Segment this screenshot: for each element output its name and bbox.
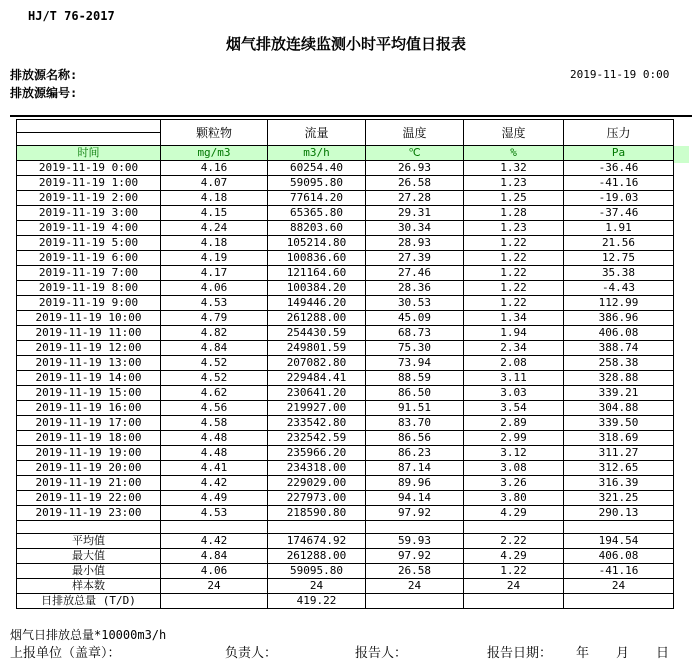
row-value: 1.22 xyxy=(464,236,564,251)
summary-value: -41.16 xyxy=(564,564,674,579)
row-value: 4.06 xyxy=(161,281,268,296)
summary-value: 24 xyxy=(268,579,366,594)
row-value: 100384.20 xyxy=(268,281,366,296)
table-row xyxy=(17,311,674,326)
summary-value: 194.54 xyxy=(564,534,674,549)
row-value: 4.48 xyxy=(161,446,268,461)
row-value: 386.96 xyxy=(564,311,674,326)
table-row xyxy=(17,371,674,386)
row-value: 73.94 xyxy=(366,356,464,371)
summary-value: 24 xyxy=(564,579,674,594)
row-value: 219927.00 xyxy=(268,401,366,416)
row-value: 4.48 xyxy=(161,431,268,446)
row-value: 229029.00 xyxy=(268,476,366,491)
row-value: 4.16 xyxy=(161,161,268,176)
row-time: 2019-11-19 6:00 xyxy=(17,251,161,266)
summary-value xyxy=(464,594,564,609)
row-value: 27.46 xyxy=(366,266,464,281)
row-value: 75.30 xyxy=(366,341,464,356)
row-value: 234318.00 xyxy=(268,461,366,476)
row-value: 207082.80 xyxy=(268,356,366,371)
row-time: 2019-11-19 7:00 xyxy=(17,266,161,281)
summary-row xyxy=(17,564,674,579)
row-value: 28.36 xyxy=(366,281,464,296)
blank-cell xyxy=(464,521,564,534)
row-value: 2.34 xyxy=(464,341,564,356)
row-value: 88.59 xyxy=(366,371,464,386)
blank-spacer-row xyxy=(17,521,674,534)
row-value: -4.43 xyxy=(564,281,674,296)
blank-cell xyxy=(161,521,268,534)
row-value: 12.75 xyxy=(564,251,674,266)
summary-label: 样本数 xyxy=(17,579,161,594)
row-value: 26.93 xyxy=(366,161,464,176)
reporter-label: 报告人： xyxy=(355,646,408,661)
blank-cell xyxy=(564,521,674,534)
table-row xyxy=(17,386,674,401)
row-value: 1.23 xyxy=(464,176,564,191)
summary-label: 最大值 xyxy=(17,549,161,564)
row-value: 316.39 xyxy=(564,476,674,491)
row-value: 4.62 xyxy=(161,386,268,401)
row-value: 249801.59 xyxy=(268,341,366,356)
row-value: 3.54 xyxy=(464,401,564,416)
summary-value: 24 xyxy=(161,579,268,594)
unit-humidity: % xyxy=(464,146,564,161)
row-value: 100836.60 xyxy=(268,251,366,266)
row-value: 1.22 xyxy=(464,251,564,266)
row-value: 235966.20 xyxy=(268,446,366,461)
row-value: 4.29 xyxy=(464,506,564,521)
row-value: 254430.59 xyxy=(268,326,366,341)
row-value: 112.99 xyxy=(564,296,674,311)
row-value: 3.26 xyxy=(464,476,564,491)
row-value: 4.18 xyxy=(161,191,268,206)
row-value: 27.28 xyxy=(366,191,464,206)
year-label: 年 xyxy=(576,646,590,661)
row-value: 27.39 xyxy=(366,251,464,266)
row-value: 3.11 xyxy=(464,371,564,386)
row-value: 3.80 xyxy=(464,491,564,506)
responsible-label: 负责人： xyxy=(225,646,278,661)
summary-row xyxy=(17,579,674,594)
row-time: 2019-11-19 12:00 xyxy=(17,341,161,356)
row-value: 91.51 xyxy=(366,401,464,416)
row-value: 4.41 xyxy=(161,461,268,476)
unit-temperature: ℃ xyxy=(366,146,464,161)
table-row xyxy=(17,296,674,311)
row-value: 406.08 xyxy=(564,326,674,341)
row-value: 311.27 xyxy=(564,446,674,461)
row-value: 304.88 xyxy=(564,401,674,416)
row-time: 2019-11-19 17:00 xyxy=(17,416,161,431)
summary-value xyxy=(366,594,464,609)
row-value: 60254.40 xyxy=(268,161,366,176)
row-time: 2019-11-19 22:00 xyxy=(17,491,161,506)
unit-particulate: mg/m3 xyxy=(161,146,268,161)
table-row xyxy=(17,446,674,461)
row-value: 321.25 xyxy=(564,491,674,506)
row-time: 2019-11-19 4:00 xyxy=(17,221,161,236)
table-row xyxy=(17,431,674,446)
row-value: 290.13 xyxy=(564,506,674,521)
day-label: 日 xyxy=(656,646,670,661)
summary-value: 24 xyxy=(366,579,464,594)
row-value: 59095.80 xyxy=(268,176,366,191)
report-table xyxy=(16,119,674,609)
col-header-temperature: 温度 xyxy=(366,120,464,146)
summary-value: 26.58 xyxy=(366,564,464,579)
row-value: 312.65 xyxy=(564,461,674,476)
summary-value: 4.42 xyxy=(161,534,268,549)
table-row xyxy=(17,176,674,191)
row-value: 4.53 xyxy=(161,506,268,521)
row-time: 2019-11-19 15:00 xyxy=(17,386,161,401)
row-value: -36.46 xyxy=(564,161,674,176)
summary-value: 261288.00 xyxy=(268,549,366,564)
row-time: 2019-11-19 11:00 xyxy=(17,326,161,341)
table-row xyxy=(17,251,674,266)
summary-label: 日排放总量 (T/D) xyxy=(17,594,161,609)
row-value: 233542.80 xyxy=(268,416,366,431)
table-row xyxy=(17,221,674,236)
table-row xyxy=(17,341,674,356)
green-row-overhang xyxy=(674,146,689,163)
summary-value: 97.92 xyxy=(366,549,464,564)
col-header-particulate: 颗粒物 xyxy=(161,120,268,146)
row-value: 4.49 xyxy=(161,491,268,506)
row-value: 28.93 xyxy=(366,236,464,251)
row-value: 339.50 xyxy=(564,416,674,431)
row-time: 2019-11-19 20:00 xyxy=(17,461,161,476)
table-row xyxy=(17,401,674,416)
doc-code: HJ/T 76-2017 xyxy=(28,9,115,23)
summary-value: 24 xyxy=(464,579,564,594)
footer-note: 烟气日排放总量*10000m3/h xyxy=(10,628,167,642)
row-time: 2019-11-19 9:00 xyxy=(17,296,161,311)
row-value: 83.70 xyxy=(366,416,464,431)
row-value: -19.03 xyxy=(564,191,674,206)
row-value: 121164.60 xyxy=(268,266,366,281)
row-time: 2019-11-19 19:00 xyxy=(17,446,161,461)
summary-value: 2.22 xyxy=(464,534,564,549)
row-value: 4.84 xyxy=(161,341,268,356)
report-unit-label: 上报单位（盖章）： xyxy=(10,646,121,661)
summary-value: 419.22 xyxy=(268,594,366,609)
unit-row xyxy=(17,146,674,161)
summary-row xyxy=(17,549,674,564)
row-value: 3.08 xyxy=(464,461,564,476)
row-value: 4.56 xyxy=(161,401,268,416)
row-value: 1.28 xyxy=(464,206,564,221)
row-value: 1.94 xyxy=(464,326,564,341)
table-row xyxy=(17,191,674,206)
row-value: 94.14 xyxy=(366,491,464,506)
summary-value: 174674.92 xyxy=(268,534,366,549)
row-value: 4.42 xyxy=(161,476,268,491)
row-value: 1.23 xyxy=(464,221,564,236)
table-body xyxy=(17,120,674,609)
top-rule xyxy=(10,115,692,117)
col-header-humidity: 湿度 xyxy=(464,120,564,146)
blank-cell xyxy=(268,521,366,534)
row-value: 3.12 xyxy=(464,446,564,461)
row-value: 1.25 xyxy=(464,191,564,206)
row-value: 77614.20 xyxy=(268,191,366,206)
row-value: 4.52 xyxy=(161,371,268,386)
row-value: 4.82 xyxy=(161,326,268,341)
row-value: 30.53 xyxy=(366,296,464,311)
summary-value: 4.29 xyxy=(464,549,564,564)
row-value: 1.91 xyxy=(564,221,674,236)
row-value: 4.79 xyxy=(161,311,268,326)
row-value: 3.03 xyxy=(464,386,564,401)
row-time: 2019-11-19 18:00 xyxy=(17,431,161,446)
summary-label: 最小值 xyxy=(17,564,161,579)
row-value: 227973.00 xyxy=(268,491,366,506)
row-value: 87.14 xyxy=(366,461,464,476)
table-row xyxy=(17,161,674,176)
table-row xyxy=(17,491,674,506)
table-row xyxy=(17,506,674,521)
row-value: 1.22 xyxy=(464,281,564,296)
blank-cell xyxy=(17,521,161,534)
report-date-label: 报告日期： xyxy=(487,646,553,661)
row-value: 4.53 xyxy=(161,296,268,311)
row-value: 65365.80 xyxy=(268,206,366,221)
row-value: 45.09 xyxy=(366,311,464,326)
unit-pressure: Pa xyxy=(564,146,674,161)
row-time: 2019-11-19 1:00 xyxy=(17,176,161,191)
row-value: 105214.80 xyxy=(268,236,366,251)
row-time: 2019-11-19 21:00 xyxy=(17,476,161,491)
summary-value: 1.22 xyxy=(464,564,564,579)
row-value: 26.58 xyxy=(366,176,464,191)
row-value: 388.74 xyxy=(564,341,674,356)
row-value: 218590.80 xyxy=(268,506,366,521)
row-value: 328.88 xyxy=(564,371,674,386)
row-time: 2019-11-19 13:00 xyxy=(17,356,161,371)
row-value: 86.23 xyxy=(366,446,464,461)
header-row-top xyxy=(17,120,674,133)
row-value: 261288.00 xyxy=(268,311,366,326)
row-value: 149446.20 xyxy=(268,296,366,311)
row-time: 2019-11-19 14:00 xyxy=(17,371,161,386)
row-value: 86.56 xyxy=(366,431,464,446)
row-value: 2.99 xyxy=(464,431,564,446)
summary-value xyxy=(161,594,268,609)
col-header-pressure: 压力 xyxy=(564,120,674,146)
table-row xyxy=(17,356,674,371)
row-value: 4.52 xyxy=(161,356,268,371)
row-value: 21.56 xyxy=(564,236,674,251)
table-row xyxy=(17,236,674,251)
summary-value: 4.06 xyxy=(161,564,268,579)
time-column-label: 时间 xyxy=(17,146,161,161)
row-value: 4.17 xyxy=(161,266,268,281)
table-row xyxy=(17,281,674,296)
row-time: 2019-11-19 10:00 xyxy=(17,311,161,326)
unit-flow: m3/h xyxy=(268,146,366,161)
summary-value: 4.84 xyxy=(161,549,268,564)
table-row xyxy=(17,326,674,341)
row-value: 229484.41 xyxy=(268,371,366,386)
summary-value: 59095.80 xyxy=(268,564,366,579)
row-time: 2019-11-19 2:00 xyxy=(17,191,161,206)
summary-value xyxy=(564,594,674,609)
row-value: 1.22 xyxy=(464,266,564,281)
row-value: 68.73 xyxy=(366,326,464,341)
row-time: 2019-11-19 3:00 xyxy=(17,206,161,221)
row-value: 35.38 xyxy=(564,266,674,281)
row-value: 318.69 xyxy=(564,431,674,446)
row-value: 2.89 xyxy=(464,416,564,431)
table-row xyxy=(17,416,674,431)
report-datetime: 2019-11-19 0:00 xyxy=(570,68,670,81)
source-name-label: 排放源名称: xyxy=(10,68,78,82)
summary-value: 406.08 xyxy=(564,549,674,564)
row-time: 2019-11-19 16:00 xyxy=(17,401,161,416)
row-time: 2019-11-19 5:00 xyxy=(17,236,161,251)
row-value: 4.07 xyxy=(161,176,268,191)
summary-value: 59.93 xyxy=(366,534,464,549)
summary-row xyxy=(17,534,674,549)
row-value: 232542.59 xyxy=(268,431,366,446)
row-value: 1.32 xyxy=(464,161,564,176)
summary-row xyxy=(17,594,674,609)
row-value: 86.50 xyxy=(366,386,464,401)
table-row xyxy=(17,461,674,476)
row-value: 30.34 xyxy=(366,221,464,236)
page-title: 烟气排放连续监测小时平均值日报表 xyxy=(225,35,466,53)
month-label: 月 xyxy=(616,646,630,661)
header-empty-cell xyxy=(17,133,161,146)
header-empty-cell xyxy=(17,120,161,133)
table-row xyxy=(17,476,674,491)
row-time: 2019-11-19 0:00 xyxy=(17,161,161,176)
row-value: 1.34 xyxy=(464,311,564,326)
row-value: -41.16 xyxy=(564,176,674,191)
row-value: 89.96 xyxy=(366,476,464,491)
row-time: 2019-11-19 8:00 xyxy=(17,281,161,296)
row-value: 258.38 xyxy=(564,356,674,371)
row-time: 2019-11-19 23:00 xyxy=(17,506,161,521)
row-value: 339.21 xyxy=(564,386,674,401)
blank-cell xyxy=(366,521,464,534)
row-value: 4.58 xyxy=(161,416,268,431)
row-value: 2.08 xyxy=(464,356,564,371)
row-value: 4.18 xyxy=(161,236,268,251)
row-value: 88203.60 xyxy=(268,221,366,236)
table-row xyxy=(17,266,674,281)
row-value: 4.15 xyxy=(161,206,268,221)
row-value: -37.46 xyxy=(564,206,674,221)
row-value: 97.92 xyxy=(366,506,464,521)
summary-label: 平均值 xyxy=(17,534,161,549)
row-value: 230641.20 xyxy=(268,386,366,401)
table-row xyxy=(17,206,674,221)
row-value: 1.22 xyxy=(464,296,564,311)
row-value: 29.31 xyxy=(366,206,464,221)
row-value: 4.19 xyxy=(161,251,268,266)
col-header-flow: 流量 xyxy=(268,120,366,146)
source-id-label: 排放源编号: xyxy=(10,86,78,100)
row-value: 4.24 xyxy=(161,221,268,236)
